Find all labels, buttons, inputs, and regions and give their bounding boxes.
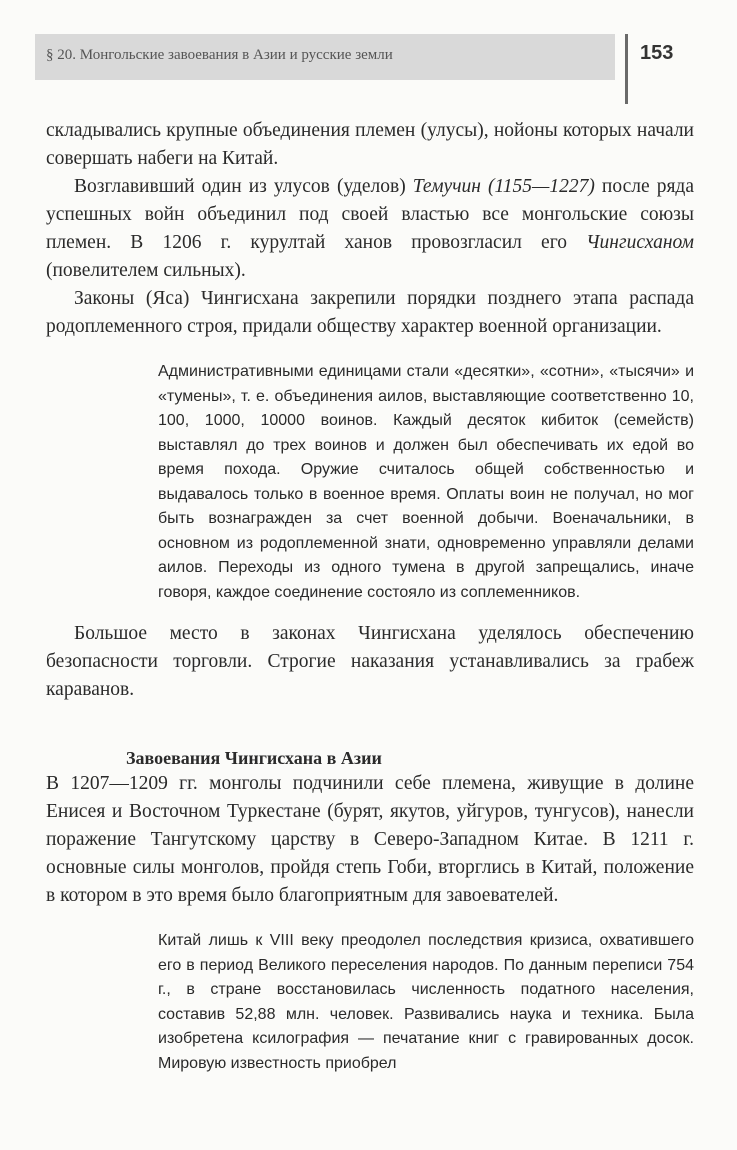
paragraph-continuation: складывались крупные объединения племен (улусы), нойоны которых начали совершать набеги на Китай. xyxy=(46,120,694,169)
paragraph-trade: Большое место в законах Чингисхана уделялось обеспечению безопасности торговли. Строгие наказания устанавливались за грабеж караванов. xyxy=(46,623,694,700)
page-content xyxy=(46,117,694,1091)
sidebar-text-administration: Административными единицами стали «десятки», «сотни», «тысячи» и «тумены», т. е. объединения аилов, выставляющие соответственно 10, 100, 1000, 10000 воинов. Каждый десяток кибиток (семейств) выставлял до трех воинов и должен был обеспечивать их едой во время похода. Оружие считалось общей собственностью и выдавалось только в военное время. Оплаты воин не получал, но мог быть вознагражден за счет военной добычи. Военачальники, в основном из родоплеменной знати, одновременно управляли делами аилов. Переходы из одного тумена в другой запрещались, иначе говоря, каждое соединение состояло из соплеменников. xyxy=(158,363,694,601)
body-text-top xyxy=(46,117,694,341)
temuchin-name: Темучин (1155—1227) xyxy=(412,176,595,197)
running-header-title: § 20. Монгольские завоевания в Азии и русские земли xyxy=(46,47,393,63)
header-divider xyxy=(625,34,628,104)
page-number: 153 xyxy=(640,42,674,64)
paragraph-yasa: Законы (Яса) Чингисхана закрепили порядки позднего этапа распада родоплеменного строя, придали обществу характер военной организации. xyxy=(46,288,694,337)
section-heading: Завоевания Чингисхана в Азии xyxy=(126,748,382,768)
body-text-conquests xyxy=(46,770,694,910)
paragraph-temuchin: Возглавивший один из улусов (уделов) Темучин (1155—1227) после ряда успешных войн объединил под своей властью все монгольские союзы племен. В 1206 г. курултай ханов провозгласил его Чингисханом (повелителем сильных). xyxy=(46,176,694,281)
body-text-trade xyxy=(46,620,694,704)
chingiskhan-term: Чингисханом xyxy=(586,232,694,253)
paragraph-conquests: В 1207—1209 гг. монголы подчинили себе племена, живущие в долине Енисея и Восточном Туркестане (бурят, якутов, уйгуров, тунгусов), нанесли поражение Тангутскому царству в Северо-Западном Китае. В 1211 г. основные силы монголов, пройдя степь Гоби, вторглись в Китай, положение в котором в это время было благоприятным для завоевателей. xyxy=(46,773,694,906)
sidebar-text-china: Китай лишь к VIII веку преодолел последствия кризиса, охватившего его в период Великого переселения народов. По данным переписи 754 г., в стране восстановилась численность податного населения, составив 52,88 млн. человек. Развивались наука и техника. Была изобретена ксилография — печатание книг с гравированных досок. Мировую известность приобрел xyxy=(158,932,694,1072)
